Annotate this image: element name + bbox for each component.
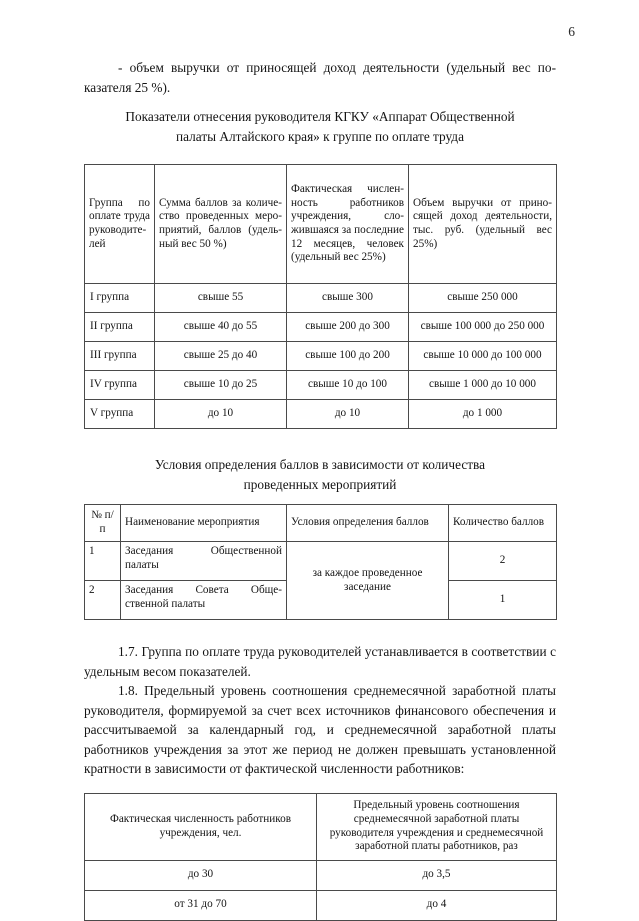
- scores-table-title-line1: Условия определения баллов в зависимости от количества: [154, 457, 486, 472]
- ratio-col-header-headcount: Фактическая численность работников учреждения, чел.: [85, 793, 317, 860]
- table-row: [85, 542, 557, 581]
- table-header-row: [85, 165, 557, 284]
- ratio-col-header-ratio: Предельный уровень соотношения среднемесячной заработной платы руководителя учреждения и среднемесячной заработной платы работников, раз: [317, 793, 557, 860]
- ratio-value: до 4: [317, 890, 557, 920]
- scoring-conditions-table: [84, 504, 557, 620]
- score-points: 2: [449, 542, 557, 581]
- group-revenue: свыше 1 000 до 10 000: [409, 371, 557, 400]
- score-event-name: Заседания Совета Общественной палаты: [121, 581, 287, 620]
- score-row-number: 2: [85, 581, 121, 620]
- table-header-row: [85, 793, 557, 860]
- group-label: I группа: [85, 284, 155, 313]
- groups-col-header-headcount: Фактическая численность работников учреждения, сложившаяся за последние 12 месяцев, человек (удельный вес 25%): [287, 165, 409, 284]
- group-label: II группа: [85, 313, 155, 342]
- table-row: [85, 890, 557, 920]
- page-number: 6: [568, 24, 575, 39]
- document-content: [84, 58, 556, 921]
- group-headcount: свыше 200 до 300: [287, 313, 409, 342]
- scores-col-header-condition: Условия определения баллов: [287, 505, 449, 542]
- ratio-headcount: до 30: [85, 860, 317, 890]
- group-headcount: свыше 300: [287, 284, 409, 313]
- groups-table-title-line1: Показатели отнесения руководителя КГКУ «Аппарат Общественной: [125, 109, 515, 124]
- group-revenue: свыше 10 000 до 100 000: [409, 342, 557, 371]
- intro-paragraph: - объем выручки от приносящей доход деятельности (удельный вес показателя 25 %).: [84, 60, 556, 95]
- score-row-number: 1: [85, 542, 121, 581]
- groups-table-title-line2: палаты Алтайского края» к группе по оплате труда: [176, 128, 464, 144]
- scores-col-header-event: Наименование мероприятия: [121, 505, 287, 542]
- group-points: свыше 40 до 55: [155, 313, 287, 342]
- group-revenue: свыше 250 000: [409, 284, 557, 313]
- ratio-value: до 3,5: [317, 860, 557, 890]
- scores-col-header-no: № п/п: [85, 505, 121, 542]
- ratio-headcount: от 31 до 70: [85, 890, 317, 920]
- group-revenue: свыше 100 000 до 250 000: [409, 313, 557, 342]
- score-event-name: Заседания Общественной палаты: [121, 542, 287, 581]
- groups-col-header-group: Группа по оплате труда руководителей: [85, 165, 155, 284]
- group-headcount: свыше 10 до 100: [287, 371, 409, 400]
- group-points: свыше 55: [155, 284, 287, 313]
- scores-table-title-line2: проведенных мероприятий: [243, 476, 397, 492]
- ratio-limits-table: [84, 793, 557, 921]
- table-row: [85, 313, 557, 342]
- group-headcount: до 10: [287, 400, 409, 429]
- clause-1-8-paragraph: 1.8. Предельный уровень соотношения среднемесячной заработной платы руководителя, формируемой за счет всех источников финансового обеспечения и рассчитываемой за календарный год, и среднемесячной заработной платы работников учреждения за этот же период не должен превышать установленной кратности в зависимости от фактической численности работников:: [84, 683, 556, 776]
- table-row: [85, 860, 557, 890]
- group-label: III группа: [85, 342, 155, 371]
- group-points: свыше 25 до 40: [155, 342, 287, 371]
- group-points: до 10: [155, 400, 287, 429]
- group-label: V группа: [85, 400, 155, 429]
- group-headcount: свыше 100 до 200: [287, 342, 409, 371]
- table-header-row: [85, 505, 557, 542]
- clause-1-7-paragraph: 1.7. Группа по оплате труда руководителей устанавливается в соответствии с удельным весом показателей.: [84, 644, 556, 679]
- group-revenue: до 1 000: [409, 400, 557, 429]
- table-row: [85, 400, 557, 429]
- groups-col-header-revenue: Объем выручки от приносящей доход деятельности, тыс. руб. (удельный вес 25%): [409, 165, 557, 284]
- table-row: [85, 342, 557, 371]
- score-condition-merged: за каждое проведенное заседание: [287, 542, 449, 620]
- group-points: свыше 10 до 25: [155, 371, 287, 400]
- score-points: 1: [449, 581, 557, 620]
- groups-indicator-table: [84, 164, 557, 429]
- scores-col-header-points: Количество баллов: [449, 505, 557, 542]
- group-label: IV группа: [85, 371, 155, 400]
- table-row: [85, 284, 557, 313]
- groups-col-header-points: Сумма баллов за количество проведенных мероприятий, баллов (удельный вес 50 %): [155, 165, 287, 284]
- table-row: [85, 371, 557, 400]
